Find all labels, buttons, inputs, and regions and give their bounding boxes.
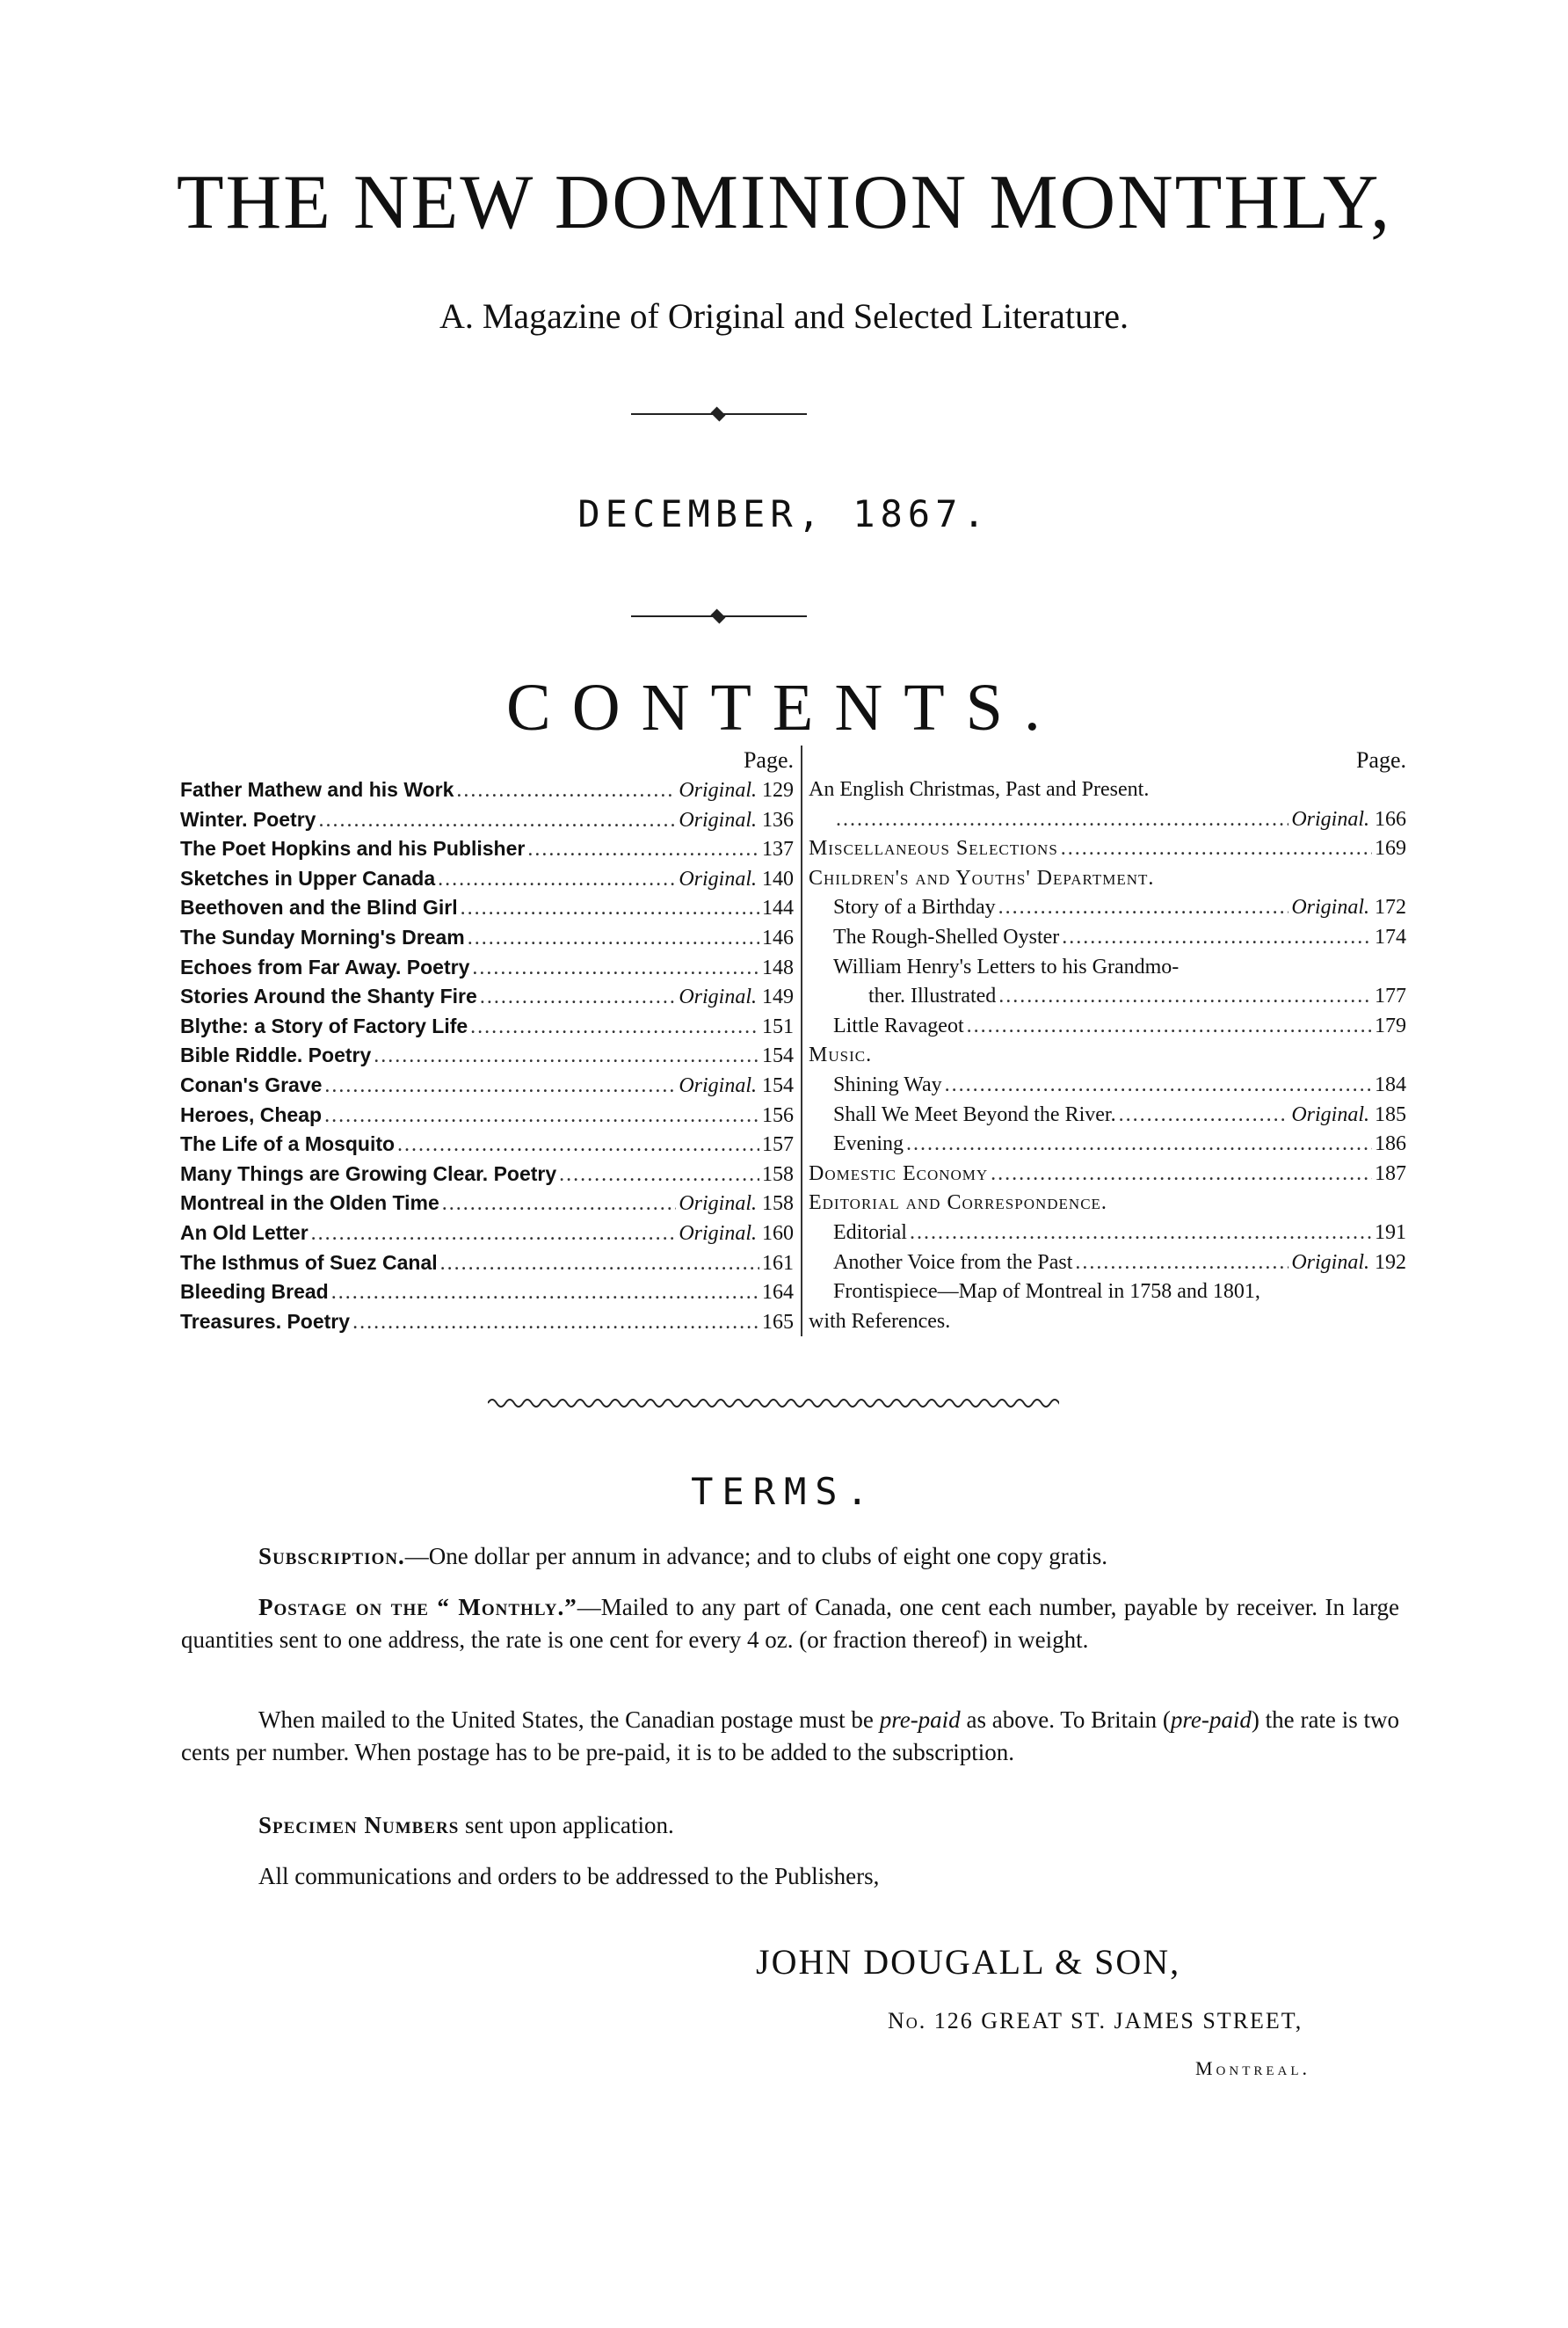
toc-entry-title: Story of a Birthday [833, 896, 996, 920]
toc-entry-page: 140 [762, 867, 794, 891]
toc-entry-note: Original. [1291, 1250, 1369, 1274]
toc-entry-title: An Old Letter [180, 1220, 309, 1244]
toc-entry [809, 923, 1406, 953]
toc-leader [331, 1278, 759, 1308]
toc-leader [998, 893, 1289, 923]
toc-leader [945, 1071, 1372, 1101]
toc-entry [809, 1071, 1406, 1101]
postage-label: Postage on the “ Monthly.” [258, 1594, 577, 1620]
publisher-name: JOHN DOUGALL & SON, [756, 1942, 1181, 1982]
toc-entry [809, 1012, 1406, 1042]
toc-entry-page: 186 [1375, 1132, 1406, 1156]
prepaid-emphasis: pre-paid [1170, 1706, 1252, 1733]
toc-entry-title: Father Mathew and his Work [180, 778, 454, 801]
toc-entry-page: 160 [762, 1221, 794, 1245]
wavy-divider [488, 1394, 1059, 1412]
toc-entry-page: 156 [762, 1103, 794, 1127]
toc-entry-title: Shining Way [833, 1073, 942, 1096]
toc-entry-page: 137 [762, 838, 794, 862]
toc-leader [836, 805, 1289, 835]
toc-leader [374, 1042, 759, 1072]
toc-leader [991, 1160, 1372, 1189]
toc-entry-page: 185 [1375, 1102, 1406, 1126]
toc-entry [180, 1189, 794, 1219]
toc-entry-title: The Rough-Shelled Oyster [833, 925, 1060, 949]
toc-entry [809, 1277, 1406, 1307]
toc-entry-page: 187 [1375, 1161, 1406, 1185]
toc-section [809, 1041, 1406, 1071]
contents-heading: CONTENTS. [506, 671, 1062, 745]
publisher-city: Montreal. [1195, 2057, 1311, 2079]
toc-entry [809, 1101, 1406, 1131]
toc-entry [180, 1160, 794, 1189]
toc-entry-page: 166 [1375, 807, 1406, 831]
toc-leader [352, 1308, 759, 1338]
toc-entry [180, 1277, 794, 1307]
toc-section-title: Miscellaneous Selections [809, 837, 1058, 861]
toc-entry-title: William Henry's Letters to his Grandmo- [833, 955, 1180, 978]
toc-entry-page: 157 [762, 1133, 794, 1157]
toc-entry [180, 893, 794, 923]
toc-entry [809, 953, 1406, 983]
toc-leader [998, 982, 1372, 1012]
magazine-title: THE NEW DOMINION MONTHLY, [176, 160, 1392, 245]
toc-entry-title: Heroes, Cheap [180, 1102, 323, 1126]
toc-leader [472, 954, 759, 984]
toc-leader [559, 1160, 759, 1190]
toc-entry-title: The Isthmus of Suez Canal [180, 1250, 438, 1274]
toc-section [809, 864, 1406, 894]
toc-entry-page: 177 [1375, 985, 1406, 1008]
toc-leader [442, 1189, 677, 1219]
toc-leader [461, 894, 759, 924]
toc-entry-page: 148 [762, 956, 794, 979]
toc-leader [468, 924, 759, 954]
toc-entry [180, 864, 794, 894]
toc-entry-note: Original. [679, 1073, 757, 1097]
toc-entry-title: Treasures. Poetry [180, 1309, 351, 1333]
issue-date: DECEMBER, 1867. [577, 492, 991, 535]
toc-entry [180, 1041, 794, 1071]
subscription-paragraph [181, 1540, 1399, 1573]
us-text: as above. To Britain ( [960, 1706, 1171, 1733]
toc-entry-title: Many Things are Growing Clear. Poetry [180, 1161, 557, 1185]
toc-entry-page: 151 [762, 1015, 794, 1038]
toc-section-title: Music. [809, 1044, 873, 1067]
toc-entry [180, 1248, 794, 1278]
toc-entry-page: 164 [762, 1281, 794, 1305]
toc-entry-note: Original. [1291, 807, 1369, 831]
toc-entry-page: 129 [762, 779, 794, 802]
toc-entry [809, 893, 1406, 923]
toc-entry-title: Bible Riddle. Poetry [180, 1044, 372, 1067]
toc-entry-page: 161 [762, 1251, 794, 1275]
toc-entry [180, 834, 794, 864]
toc-entry-page: 158 [762, 1162, 794, 1186]
toc-entry-title: Evening [833, 1132, 904, 1156]
toc-section-title: Editorial and Correspondence. [809, 1191, 1107, 1215]
communications-paragraph: All communications and orders to be addressed to the Publishers, [258, 1863, 880, 1889]
toc-entry-page: 169 [1375, 837, 1406, 861]
toc-leader [480, 983, 677, 1013]
toc-entry-title: The Sunday Morning's Dream [180, 925, 465, 949]
toc-entry-note: Original. [679, 986, 757, 1009]
toc-entry [809, 982, 1406, 1012]
us-text: ) the rate is two cents per number. When postage has to be pre-paid, it is to be added to the subscription. [181, 1706, 1399, 1765]
toc-leader [910, 1219, 1372, 1248]
toc-entry [180, 1071, 794, 1101]
toc-entry-note: Original. [679, 1192, 757, 1216]
toc-entry [809, 1130, 1406, 1160]
toc-entry-title: The Life of a Mosquito [180, 1132, 396, 1156]
us-text: When mailed to the United States, the Canadian postage must be [258, 1706, 880, 1733]
toc-entry-title: Echoes from Far Away. Poetry [180, 955, 470, 978]
toc-leader [906, 1130, 1372, 1160]
page-column-header: Page. [743, 747, 794, 773]
toc-section [809, 1189, 1406, 1219]
toc-leader [318, 806, 676, 836]
us-britain-paragraph [181, 1704, 1399, 1769]
toc-entry-title: The Poet Hopkins and his Publisher [180, 837, 526, 861]
magazine-subtitle: A. Magazine of Original and Selected Literature. [439, 296, 1129, 336]
toc-entry [180, 1307, 794, 1337]
toc-entry [180, 953, 794, 983]
toc-entry-page: 184 [1375, 1073, 1406, 1096]
toc-entry-note: Original. [1291, 896, 1369, 920]
toc-entry [180, 1101, 794, 1131]
toc-leader [967, 1012, 1372, 1042]
toc-entry-note: Original. [679, 1221, 757, 1245]
toc-leader [527, 835, 759, 865]
toc-entry-title: Sketches in Upper Canada [180, 866, 436, 890]
subscription-label: Subscription. [258, 1543, 405, 1569]
toc-entry [180, 1219, 794, 1248]
toc-entry-note: Original. [679, 867, 757, 891]
toc-entry [809, 1248, 1406, 1278]
postage-paragraph [181, 1591, 1399, 1656]
toc-entry-title: An English Christmas, Past and Present. [809, 778, 1150, 801]
toc-entry-title: Winter. Poetry [180, 807, 316, 831]
rule-ornament-icon [711, 609, 726, 624]
toc-entry [809, 1219, 1406, 1248]
publisher-address: No. 126 GREAT ST. JAMES STREET, [888, 2008, 1303, 2033]
toc-leader [440, 1249, 759, 1279]
toc-entry-page: 149 [762, 986, 794, 1009]
toc-entry [809, 775, 1406, 805]
toc-entry-title: ther. Illustrated [868, 985, 997, 1008]
toc-entry-page: 179 [1375, 1014, 1406, 1037]
toc-entry [180, 775, 794, 805]
toc-entry-page: 165 [762, 1310, 794, 1334]
specimen-text: sent upon application. [459, 1812, 674, 1838]
toc-entry-page: 154 [762, 1044, 794, 1068]
toc-leader [1119, 1101, 1289, 1131]
contents-right-column [802, 746, 1406, 1336]
toc-entry [809, 834, 1406, 864]
toc-leader [438, 865, 676, 895]
rule-ornament-icon [711, 407, 726, 422]
toc-entry-page: 146 [762, 926, 794, 949]
toc-leader [324, 1072, 676, 1102]
toc-entry-page: 154 [762, 1073, 794, 1097]
toc-section-title: Children's and Youths' Department. [809, 866, 1155, 890]
toc-section-title: Domestic Economy [809, 1161, 989, 1185]
toc-entry [809, 805, 1406, 835]
toc-entry-title: Montreal in the Olden Time [180, 1191, 439, 1215]
toc-leader [397, 1131, 759, 1160]
toc-leader [1075, 1248, 1289, 1278]
prepaid-emphasis: pre-paid [879, 1706, 961, 1733]
toc-entry-page: 144 [762, 897, 794, 920]
toc-entry [809, 1307, 1406, 1337]
toc-entry-title: Frontispiece—Map of Montreal in 1758 and 1801, [833, 1280, 1260, 1304]
toc-entry-page: 191 [1375, 1220, 1406, 1244]
toc-entry-title: Little Ravageot [833, 1014, 964, 1037]
toc-entry-title: Shall We Meet Beyond the River. [833, 1102, 1116, 1126]
toc-entry [180, 982, 794, 1012]
toc-entry-title: Bleeding Bread [180, 1280, 329, 1304]
toc-entry-title: Editorial [833, 1220, 907, 1244]
toc-entry-page: 172 [1375, 896, 1406, 920]
terms-heading: TERMS. [691, 1470, 877, 1513]
toc-leader [456, 776, 676, 806]
contents-left-column [180, 746, 802, 1336]
toc-entry-page: 192 [1375, 1250, 1406, 1274]
toc-entry [180, 1012, 794, 1042]
toc-leader [1061, 834, 1372, 864]
toc-entry [180, 805, 794, 835]
toc-entry-page: 174 [1375, 925, 1406, 949]
subscription-text: —One dollar per annum in advance; and to clubs of eight one copy gratis. [404, 1543, 1108, 1569]
toc-entry-title: Conan's Grave [180, 1073, 323, 1096]
toc-entry-page: 158 [762, 1192, 794, 1216]
toc-leader [311, 1219, 677, 1249]
toc-entry [809, 1160, 1406, 1189]
toc-entry-title: Beethoven and the Blind Girl [180, 896, 458, 920]
toc-entry [180, 1130, 794, 1160]
toc-leader [324, 1102, 759, 1131]
toc-leader [470, 1013, 759, 1043]
page-column-header: Page. [1355, 747, 1406, 773]
toc-entry-note: Original. [679, 779, 757, 802]
toc-entry-title: Stories Around the Shanty Fire [180, 985, 477, 1008]
ornamental-rule [631, 615, 807, 617]
specimen-label: Specimen Numbers [258, 1812, 460, 1838]
postage-text: —Mailed to any part of Canada, one cent each number, payable by receiver. In large quantities sent to one address, the rate is one cent for every 4 oz. (or fraction thereof) in weight. [181, 1594, 1399, 1653]
toc-entry-page: 136 [762, 808, 794, 832]
toc-leader [1062, 923, 1372, 953]
toc-entry-note: Original. [1291, 1102, 1369, 1126]
toc-entry-title: Another Voice from the Past [833, 1250, 1073, 1274]
toc-entry-title: with References. [809, 1309, 951, 1333]
toc-entry-title: Blythe: a Story of Factory Life [180, 1014, 468, 1037]
specimen-paragraph [181, 1809, 1399, 1842]
ornamental-rule [631, 413, 807, 415]
toc-entry-note: Original. [679, 808, 757, 832]
toc-entry [180, 923, 794, 953]
